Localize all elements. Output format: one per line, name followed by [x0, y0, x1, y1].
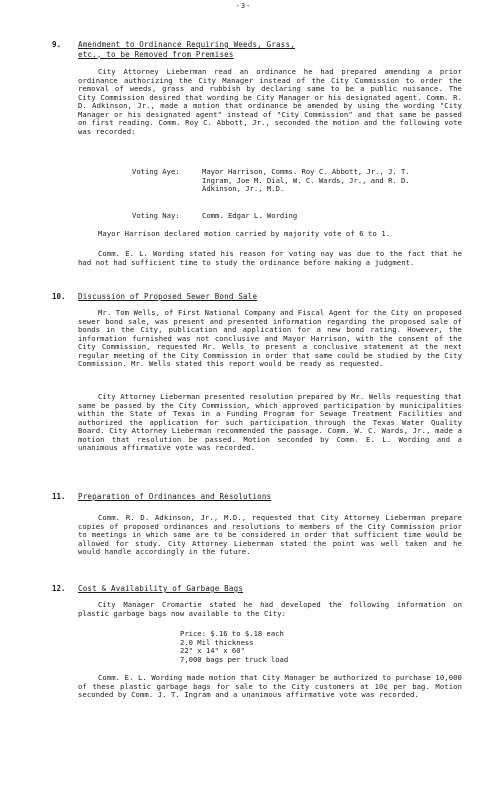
section-heading: Preparation of Ordinances and Resolutions: [78, 492, 272, 501]
vote-ayes: [132, 168, 452, 208]
section-9: [52, 40, 462, 59]
paragraph: City Manager Cromartie stated he had developed the following information on plastic garbage bags now available to the City:: [78, 600, 462, 618]
section-heading: Discussion of Proposed Sewer Bond Sale: [78, 292, 258, 301]
vote-ayes-names: Mayor Harrison, Comms. Roy C. Abbott, Jr., J. T. Ingram, Joe M. Dial, W. C. Wards, Jr., and R. D. Adkinson, Jr., M.D.: [202, 167, 410, 193]
section-heading: Amendment to Ordinance Requiring Weeds, Grass, etc., to be Removed from Premises: [78, 40, 295, 59]
vote-result: Mayor Harrison declared motion carried by majority vote of 6 to 1.: [98, 229, 391, 238]
section-12: [52, 584, 462, 594]
spec-item: 22" x 14" x 60": [180, 646, 245, 655]
paragraph: Comm. E. L. Wording made motion that City Manager be authorized to purchase 10,000 of these plastic garbage bags for sale to the City customers at 10¢ per bag. Motion seconded by Comm. J. T. Ingram and a unanimous affirmative vote was recorded.: [78, 673, 462, 699]
section-number: 9.: [52, 40, 62, 49]
section-9-body: [78, 68, 462, 136]
paragraph: City Attorney Lieberman presented resolution prepared by Mr. Wells requesting that same be passed by the City Commission, which approved participation by municipalities within the State of Texas in a Funding Program for Sewage Treatment Facilities and authorized the application for such participation through the Texas Water Quality Board. City Attorney Lieberman recommended the passage. Comm. W. C. Wards, Jr., made a motion that resolution be passed. Motion seconded by Comm. E. L. Wording and a unanimous affirmative vote was recorded.: [78, 392, 462, 452]
section-12-closing: [78, 674, 462, 700]
paragraph: Comm. E. L. Wording stated his reason for voting nay was due to the fact that he had not had sufficient time to study the ordinance before making a judgment.: [78, 249, 462, 267]
vote-nays-names: Comm. Edgar L. Wording: [202, 211, 298, 220]
section-11-body: [78, 514, 462, 557]
spec-list: [180, 630, 288, 664]
section-number: 10.: [52, 292, 66, 301]
section-9-result: [78, 230, 462, 239]
section-heading: Cost & Availability of Garbage Bags: [78, 584, 244, 593]
vote-ayes-label: Voting Aye:: [132, 167, 180, 176]
paragraph: City Attorney Lieberman read an ordinance he had prepared amending a prior ordinance authorizing the City Manager instead of the City Commission to order the removal of weeds, grass and rubbish by declaring same to be a public nuisance. The City Commission desired that wording be City Manager or his designated agent. Comm. R. D. Adkinson, Jr., made a motion that ordinance be amended by using the wording "City Manager or his designated agent" instead of "City Commission" and that same be passed on first reading. Comm. Roy C. Abbott, Jr., seconded the motion and the following vote was recorded:: [78, 67, 462, 136]
vote-nays: [132, 212, 452, 222]
section-10: [52, 292, 462, 302]
spec-item: Price: $.16 to $.18 each: [180, 629, 284, 638]
vote-nays-label: Voting Nay:: [132, 211, 180, 220]
section-10-body-2: [78, 393, 462, 453]
section-10-body: [78, 309, 462, 369]
paragraph: Comm. R. D. Adkinson, Jr., M.D., requested that City Attorney Lieberman prepare copies of proposed ordinances and resolutions to members of the City Commission prior to meetings in which same are to be considered in order that sufficient time would be allowed for study. City Attorney Lieberman stated the point was well taken and he would handle accordingly in the future.: [78, 513, 462, 556]
paragraph: Mr. Tom Wells, of First National Company and Fiscal Agent for the City on proposed sewer bond sale, was present and presented information regarding the proposed sale of bonds in the City, publication and application for a new bond rating. However, the information furnished was not conclusive and Mayor Harrison, with the consent of the City Commission, requested Mr. Wells to present a conclusive statement at the next regular meeting of the City Commission in order that same could be studied by the City Commission. Mr. Wells stated this report would be ready as requested.: [78, 308, 462, 368]
section-11: [52, 492, 462, 502]
spec-item: 7,000 bags per truck load: [180, 654, 289, 664]
page-number: -3-: [235, 2, 252, 10]
section-number: 12.: [52, 584, 66, 593]
section-number: 11.: [52, 492, 66, 501]
section-12-body: [78, 601, 462, 618]
spec-item: 2.0 Mil thickness: [180, 637, 254, 647]
section-9-note: [78, 250, 462, 267]
